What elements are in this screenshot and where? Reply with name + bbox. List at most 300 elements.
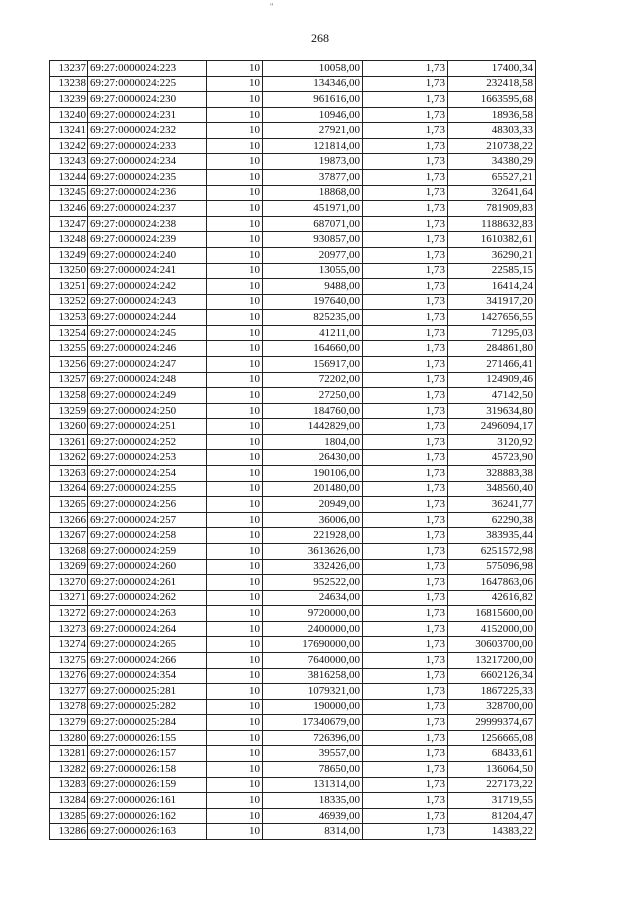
coefficient-cell: 1,73 [363,497,448,513]
result-cell: 1663595,68 [448,92,536,108]
rate-cell: 10 [207,138,263,154]
row-number-cell: 13245 [50,185,88,201]
result-cell: 36241,77 [448,497,536,513]
coefficient-cell: 1,73 [363,325,448,341]
value-cell: 164660,00 [263,341,363,357]
result-cell: 45723,90 [448,450,536,466]
cadastral-number-cell: 69:27:0000024:245 [88,325,207,341]
row-number-cell: 13268 [50,543,88,559]
row-number-cell: 13273 [50,621,88,637]
table-row [50,699,536,715]
coefficient-cell: 1,73 [363,123,448,139]
cadastral-table [49,60,536,840]
table-body [50,61,536,840]
table-row [50,575,536,591]
result-cell: 31719,55 [448,793,536,809]
rate-cell: 10 [207,590,263,606]
cadastral-number-cell: 69:27:0000024:263 [88,606,207,622]
value-cell: 9720000,00 [263,606,363,622]
row-number-cell: 13263 [50,466,88,482]
cadastral-number-cell: 69:27:0000024:257 [88,512,207,528]
coefficient-cell: 1,73 [363,76,448,92]
coefficient-cell: 1,73 [363,715,448,731]
row-number-cell: 13254 [50,325,88,341]
cadastral-number-cell: 69:27:0000024:244 [88,310,207,326]
value-cell: 13055,00 [263,263,363,279]
value-cell: 26430,00 [263,450,363,466]
rate-cell: 10 [207,621,263,637]
result-cell: 319634,80 [448,403,536,419]
table-row [50,92,536,108]
row-number-cell: 13255 [50,341,88,357]
result-cell: 48303,33 [448,123,536,139]
coefficient-cell: 1,73 [363,419,448,435]
value-cell: 451971,00 [263,201,363,217]
result-cell: 328700,00 [448,699,536,715]
value-cell: 1804,00 [263,434,363,450]
value-cell: 41211,00 [263,325,363,341]
row-number-cell: 13283 [50,777,88,793]
table-row [50,325,536,341]
result-cell: 1867225,33 [448,684,536,700]
cadastral-number-cell: 69:27:0000024:230 [88,92,207,108]
result-cell: 383935,44 [448,528,536,544]
rate-cell: 10 [207,92,263,108]
coefficient-cell: 1,73 [363,170,448,186]
row-number-cell: 13244 [50,170,88,186]
result-cell: 271466,41 [448,356,536,372]
row-number-cell: 13272 [50,606,88,622]
value-cell: 17340679,00 [263,715,363,731]
rate-cell: 10 [207,232,263,248]
table-row [50,403,536,419]
row-number-cell: 13264 [50,481,88,497]
coefficient-cell: 1,73 [363,512,448,528]
coefficient-cell: 1,73 [363,450,448,466]
value-cell: 17690000,00 [263,637,363,653]
value-cell: 72202,00 [263,372,363,388]
coefficient-cell: 1,73 [363,341,448,357]
coefficient-cell: 1,73 [363,575,448,591]
cadastral-number-cell: 69:27:0000024:243 [88,294,207,310]
value-cell: 10946,00 [263,107,363,123]
coefficient-cell: 1,73 [363,746,448,762]
cadastral-number-cell: 69:27:0000024:266 [88,652,207,668]
rate-cell: 10 [207,481,263,497]
row-number-cell: 13269 [50,559,88,575]
coefficient-cell: 1,73 [363,185,448,201]
rate-cell: 10 [207,61,263,77]
value-cell: 37877,00 [263,170,363,186]
rate-cell: 10 [207,201,263,217]
value-cell: 8314,00 [263,824,363,840]
value-cell: 134346,00 [263,76,363,92]
rate-cell: 10 [207,575,263,591]
value-cell: 221928,00 [263,528,363,544]
table-row [50,170,536,186]
coefficient-cell: 1,73 [363,699,448,715]
row-number-cell: 13285 [50,808,88,824]
coefficient-cell: 1,73 [363,559,448,575]
table-row [50,652,536,668]
row-number-cell: 13256 [50,356,88,372]
rate-cell: 10 [207,107,263,123]
row-number-cell: 13250 [50,263,88,279]
coefficient-cell: 1,73 [363,154,448,170]
result-cell: 1188632,83 [448,216,536,232]
result-cell: 3120,92 [448,434,536,450]
rate-cell: 10 [207,684,263,700]
cadastral-number-cell: 69:27:0000024:265 [88,637,207,653]
row-number-cell: 13267 [50,528,88,544]
cadastral-number-cell: 69:27:0000024:253 [88,450,207,466]
row-number-cell: 13258 [50,388,88,404]
result-cell: 575096,98 [448,559,536,575]
coefficient-cell: 1,73 [363,637,448,653]
result-cell: 18936,58 [448,107,536,123]
coefficient-cell: 1,73 [363,310,448,326]
cadastral-number-cell: 69:27:0000024:246 [88,341,207,357]
cadastral-number-cell: 69:27:0000024:241 [88,263,207,279]
row-number-cell: 13274 [50,637,88,653]
cadastral-number-cell: 69:27:0000024:254 [88,466,207,482]
row-number-cell: 13261 [50,434,88,450]
result-cell: 71295,03 [448,325,536,341]
rate-cell: 10 [207,559,263,575]
rate-cell: 10 [207,294,263,310]
value-cell: 726396,00 [263,730,363,746]
rate-cell: 10 [207,279,263,295]
cadastral-number-cell: 69:27:0000026:157 [88,746,207,762]
rate-cell: 10 [207,746,263,762]
row-number-cell: 13281 [50,746,88,762]
result-cell: 781909,83 [448,201,536,217]
rate-cell: 10 [207,777,263,793]
value-cell: 46939,00 [263,808,363,824]
row-number-cell: 13246 [50,201,88,217]
result-cell: 62290,38 [448,512,536,528]
table-row [50,606,536,622]
row-number-cell: 13251 [50,279,88,295]
rate-cell: 10 [207,637,263,653]
row-number-cell: 13277 [50,684,88,700]
value-cell: 2400000,00 [263,621,363,637]
table-row [50,808,536,824]
value-cell: 1442829,00 [263,419,363,435]
cadastral-number-cell: 69:27:0000024:259 [88,543,207,559]
coefficient-cell: 1,73 [363,543,448,559]
row-number-cell: 13279 [50,715,88,731]
row-number-cell: 13282 [50,762,88,778]
coefficient-cell: 1,73 [363,61,448,77]
coefficient-cell: 1,73 [363,793,448,809]
result-cell: 65527,21 [448,170,536,186]
rate-cell: 10 [207,543,263,559]
coefficient-cell: 1,73 [363,263,448,279]
result-cell: 1610382,61 [448,232,536,248]
row-number-cell: 13247 [50,216,88,232]
row-number-cell: 13266 [50,512,88,528]
table-row [50,746,536,762]
cadastral-number-cell: 69:27:0000026:161 [88,793,207,809]
result-cell: 210738,22 [448,138,536,154]
coefficient-cell: 1,73 [363,668,448,684]
coefficient-cell: 1,73 [363,762,448,778]
cadastral-number-cell: 69:27:0000024:239 [88,232,207,248]
coefficient-cell: 1,73 [363,279,448,295]
result-cell: 136064,50 [448,762,536,778]
result-cell: 1647863,06 [448,575,536,591]
result-cell: 341917,20 [448,294,536,310]
rate-cell: 10 [207,216,263,232]
cadastral-number-cell: 69:27:0000024:354 [88,668,207,684]
value-cell: 190000,00 [263,699,363,715]
value-cell: 39557,00 [263,746,363,762]
rate-cell: 10 [207,668,263,684]
table-row [50,762,536,778]
table-row [50,466,536,482]
coefficient-cell: 1,73 [363,107,448,123]
table-row [50,263,536,279]
table-row [50,668,536,684]
result-cell: 1256665,08 [448,730,536,746]
cadastral-number-cell: 69:27:0000025:281 [88,684,207,700]
cadastral-number-cell: 69:27:0000024:234 [88,154,207,170]
coefficient-cell: 1,73 [363,247,448,263]
rate-cell: 10 [207,762,263,778]
cadastral-number-cell: 69:27:0000024:242 [88,279,207,295]
table-row [50,279,536,295]
value-cell: 197640,00 [263,294,363,310]
result-cell: 30603700,00 [448,637,536,653]
rate-cell: 10 [207,123,263,139]
row-number-cell: 13275 [50,652,88,668]
row-number-cell: 13278 [50,699,88,715]
row-number-cell: 13276 [50,668,88,684]
coefficient-cell: 1,73 [363,92,448,108]
table-row [50,497,536,513]
table-row [50,621,536,637]
value-cell: 18335,00 [263,793,363,809]
cadastral-number-cell: 69:27:0000024:238 [88,216,207,232]
cadastral-number-cell: 69:27:0000026:159 [88,777,207,793]
table-row [50,715,536,731]
row-number-cell: 13253 [50,310,88,326]
cadastral-number-cell: 69:27:0000024:233 [88,138,207,154]
rate-cell: 10 [207,434,263,450]
rate-cell: 10 [207,497,263,513]
cadastral-number-cell: 69:27:0000024:231 [88,107,207,123]
coefficient-cell: 1,73 [363,201,448,217]
cadastral-number-cell: 69:27:0000024:237 [88,201,207,217]
table-row [50,310,536,326]
value-cell: 10058,00 [263,61,363,77]
row-number-cell: 13280 [50,730,88,746]
rate-cell: 10 [207,185,263,201]
table-row [50,684,536,700]
cadastral-number-cell: 69:27:0000026:163 [88,824,207,840]
row-number-cell: 13265 [50,497,88,513]
result-cell: 68433,61 [448,746,536,762]
coefficient-cell: 1,73 [363,403,448,419]
rate-cell: 10 [207,325,263,341]
result-cell: 34380,29 [448,154,536,170]
rate-cell: 10 [207,512,263,528]
value-cell: 930857,00 [263,232,363,248]
value-cell: 9488,00 [263,279,363,295]
value-cell: 3613626,00 [263,543,363,559]
value-cell: 961616,00 [263,92,363,108]
row-number-cell: 13238 [50,76,88,92]
row-number-cell: 13243 [50,154,88,170]
table-row [50,61,536,77]
cadastral-number-cell: 69:27:0000024:260 [88,559,207,575]
row-number-cell: 13270 [50,575,88,591]
result-cell: 36290,21 [448,247,536,263]
row-number-cell: 13248 [50,232,88,248]
coefficient-cell: 1,73 [363,652,448,668]
result-cell: 13217200,00 [448,652,536,668]
coefficient-cell: 1,73 [363,590,448,606]
table-row [50,341,536,357]
value-cell: 1079321,00 [263,684,363,700]
result-cell: 4152000,00 [448,621,536,637]
row-number-cell: 13239 [50,92,88,108]
result-cell: 47142,50 [448,388,536,404]
value-cell: 156917,00 [263,356,363,372]
rate-cell: 10 [207,450,263,466]
page-number: 268 [311,31,329,45]
value-cell: 825235,00 [263,310,363,326]
table-row [50,824,536,840]
table-row [50,372,536,388]
coefficient-cell: 1,73 [363,528,448,544]
value-cell: 7640000,00 [263,652,363,668]
rate-cell: 10 [207,730,263,746]
row-number-cell: 13284 [50,793,88,809]
coefficient-cell: 1,73 [363,808,448,824]
table-row [50,481,536,497]
rate-cell: 10 [207,419,263,435]
row-number-cell: 13249 [50,247,88,263]
result-cell: 2496094,17 [448,419,536,435]
table-row [50,247,536,263]
rate-cell: 10 [207,824,263,840]
coefficient-cell: 1,73 [363,294,448,310]
value-cell: 27921,00 [263,123,363,139]
result-cell: 227173,22 [448,777,536,793]
rate-cell: 10 [207,170,263,186]
coefficient-cell: 1,73 [363,388,448,404]
table-row [50,528,536,544]
value-cell: 687071,00 [263,216,363,232]
cadastral-number-cell: 69:27:0000024:232 [88,123,207,139]
table-row [50,559,536,575]
cadastral-number-cell: 69:27:0000025:282 [88,699,207,715]
rate-cell: 10 [207,341,263,357]
table-row [50,138,536,154]
row-number-cell: 13242 [50,138,88,154]
coefficient-cell: 1,73 [363,232,448,248]
value-cell: 121814,00 [263,138,363,154]
result-cell: 16414,24 [448,279,536,295]
coefficient-cell: 1,73 [363,684,448,700]
value-cell: 20949,00 [263,497,363,513]
result-cell: 1427656,55 [448,310,536,326]
rate-cell: 10 [207,808,263,824]
table-row [50,76,536,92]
table-row [50,123,536,139]
table-row [50,730,536,746]
coefficient-cell: 1,73 [363,730,448,746]
result-cell: 81204,47 [448,808,536,824]
value-cell: 190106,00 [263,466,363,482]
value-cell: 27250,00 [263,388,363,404]
result-cell: 232418,58 [448,76,536,92]
row-number-cell: 13286 [50,824,88,840]
coefficient-cell: 1,73 [363,138,448,154]
cadastral-number-cell: 69:27:0000026:162 [88,808,207,824]
table-row [50,294,536,310]
table-row [50,512,536,528]
cadastral-number-cell: 69:27:0000024:240 [88,247,207,263]
rate-cell: 10 [207,247,263,263]
table-row [50,543,536,559]
rate-cell: 10 [207,372,263,388]
value-cell: 332426,00 [263,559,363,575]
value-cell: 952522,00 [263,575,363,591]
table-row [50,388,536,404]
coefficient-cell: 1,73 [363,372,448,388]
cadastral-number-cell: 69:27:0000024:250 [88,403,207,419]
result-cell: 17400,34 [448,61,536,77]
rate-cell: 10 [207,388,263,404]
rate-cell: 10 [207,154,263,170]
rate-cell: 10 [207,466,263,482]
cadastral-number-cell: 69:27:0000024:236 [88,185,207,201]
row-number-cell: 13240 [50,107,88,123]
cadastral-number-cell: 69:27:0000024:256 [88,497,207,513]
coefficient-cell: 1,73 [363,621,448,637]
result-cell: 328883,38 [448,466,536,482]
result-cell: 29999374,67 [448,715,536,731]
cadastral-number-cell: 69:27:0000024:247 [88,356,207,372]
row-number-cell: 13260 [50,419,88,435]
coefficient-cell: 1,73 [363,481,448,497]
value-cell: 201480,00 [263,481,363,497]
rate-cell: 10 [207,652,263,668]
table-row [50,356,536,372]
rate-cell: 10 [207,715,263,731]
rate-cell: 10 [207,263,263,279]
row-number-cell: 13259 [50,403,88,419]
row-number-cell: 13241 [50,123,88,139]
table-row [50,154,536,170]
cadastral-number-cell: 69:27:0000024:235 [88,170,207,186]
value-cell: 131314,00 [263,777,363,793]
value-cell: 36006,00 [263,512,363,528]
cadastral-number-cell: 69:27:0000024:261 [88,575,207,591]
cadastral-number-cell: 69:27:0000024:223 [88,61,207,77]
cadastral-number-cell: 69:27:0000024:255 [88,481,207,497]
rate-cell: 10 [207,310,263,326]
result-cell: 42616,82 [448,590,536,606]
cadastral-number-cell: 69:27:0000024:251 [88,419,207,435]
row-number-cell: 13257 [50,372,88,388]
row-number-cell: 13262 [50,450,88,466]
table-row [50,793,536,809]
row-number-cell: 13271 [50,590,88,606]
